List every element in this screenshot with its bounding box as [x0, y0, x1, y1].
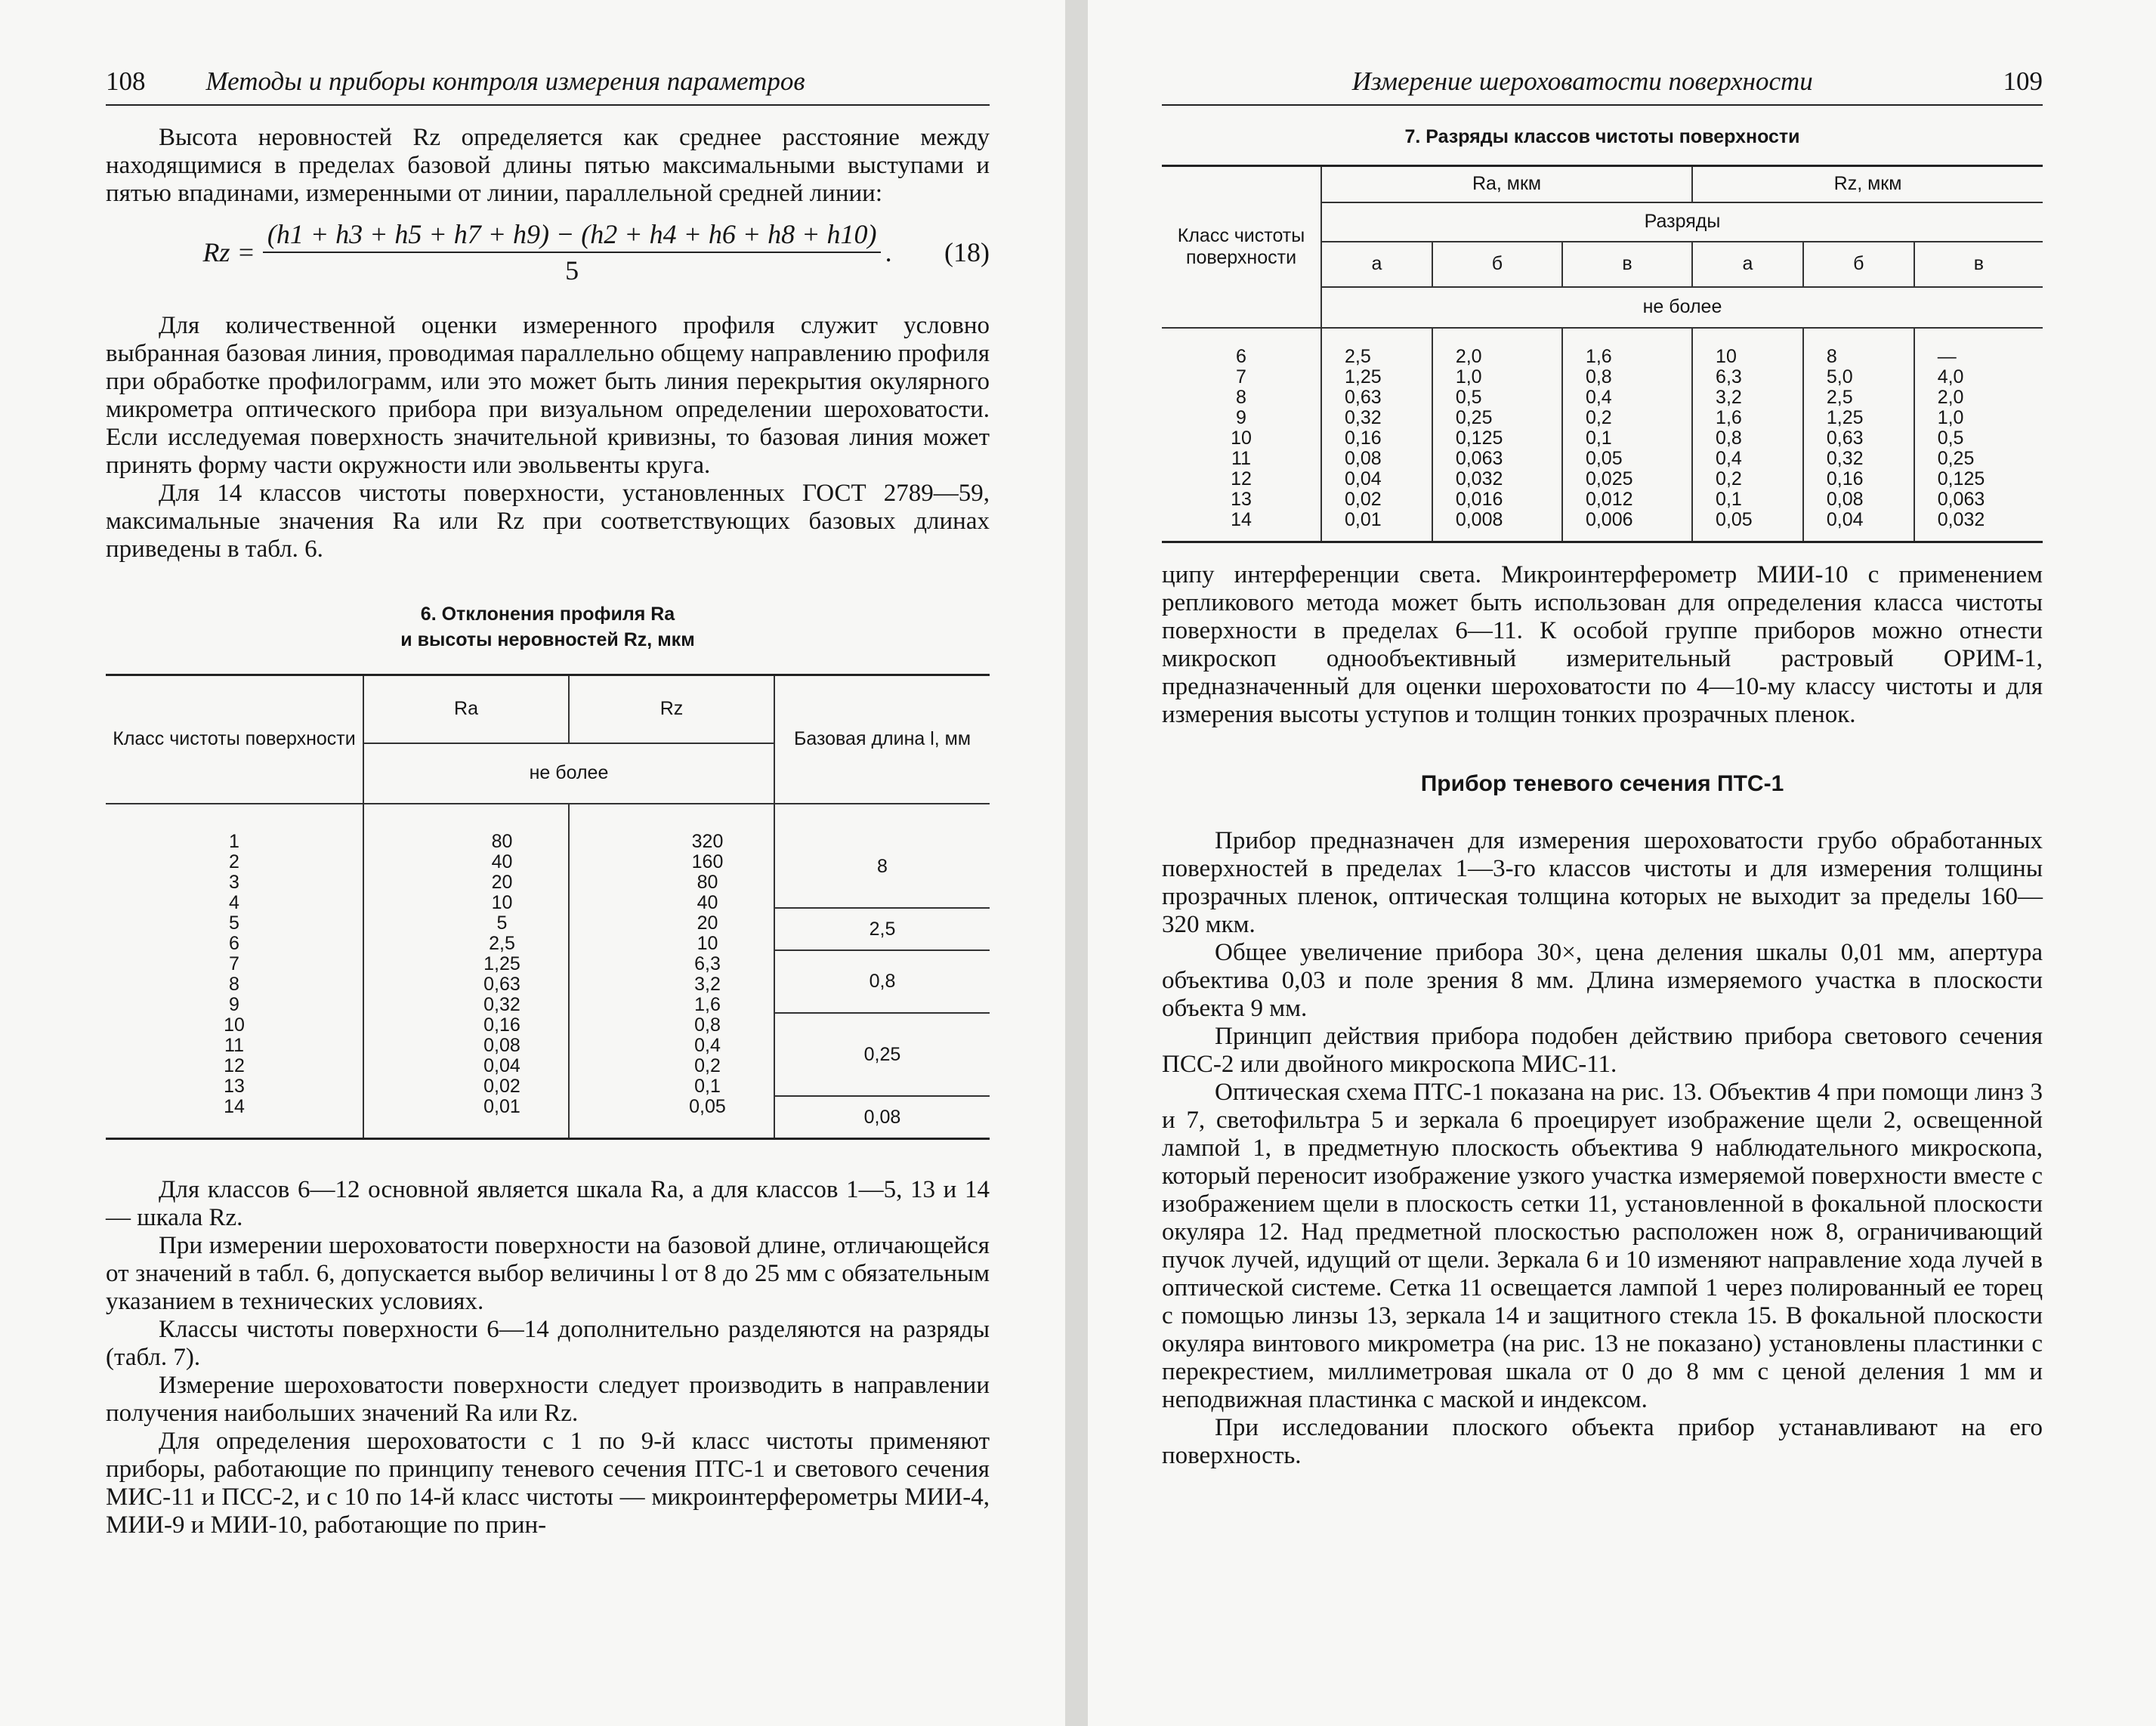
left-para-2: Для количественной оценки измеренного профиля служит условно выбранная базовая линия, проводимая параллельно общему направлению профиля при обработке профилограмм, или это может быть линия перекрытия окулярного микрометра оптического прибора при визуальном определении шероховатости. Если исследуемая поверхность значительной кривизны, то базовая линия может принять форму части окружности или эвольвенты круга. [106, 312, 990, 479]
table-cell: 10 [697, 933, 718, 954]
left-running-title: Методы и приборы контроля измерения параметров [205, 66, 805, 96]
table-cell: 1,6 [1585, 345, 1612, 367]
table-cell: 0,01 [483, 1096, 520, 1117]
table-cell: 0,025 [1585, 468, 1633, 489]
table-cell: 0,63 [1345, 386, 1382, 408]
table-cell: 80 [491, 831, 513, 852]
table-cell: 0,012 [1585, 488, 1633, 510]
table-cell: 2,5 [1345, 345, 1371, 367]
formula-fraction [263, 218, 882, 286]
table-cell: 1,6 [1716, 406, 1742, 428]
t6-header-rz: Rz [569, 675, 774, 743]
table-cell: 0,063 [1937, 488, 1985, 510]
left-para-1: Высота неровностей Rz определяется как среднее расстояние между находящимися в пределах базовой длины пятью максимальными выступами и пятью впадинами, измеренными от линии, параллельной средней линии: [106, 124, 990, 207]
table-cell: 0,25 [1937, 447, 1975, 469]
table-cell: 0,04 [1345, 468, 1382, 489]
table-cell: 0,16 [1826, 468, 1864, 489]
left-para-6: Классы чистоты поверхности 6—14 дополнительно разделяются на разряды (табл. 7). [106, 1315, 990, 1371]
table-cell: 12 [224, 1055, 245, 1076]
right-para-6: При исследовании плоского объекта прибор устанавливают на его поверхность. [1162, 1413, 2043, 1469]
table-cell: 10 [224, 1014, 245, 1036]
t7-header-rz: Rz, мкм [1692, 166, 2043, 202]
t7-grade-rz-b: б [1803, 242, 1914, 287]
table6-caption [106, 601, 990, 653]
table-cell: 2,0 [1937, 386, 1964, 408]
table-cell: 0,125 [1937, 468, 1985, 489]
table-cell: 1,25 [483, 953, 520, 974]
table-cell: 2,5 [1826, 386, 1853, 408]
t7-grade-ra-v: в [1562, 242, 1692, 287]
t6-base-row: 0,25 [775, 1014, 990, 1097]
table-cell: 0,063 [1455, 447, 1503, 469]
t7-grade-ra-a: а [1321, 242, 1432, 287]
table-cell: 0,5 [1937, 427, 1964, 449]
table-cell: 2,0 [1455, 345, 1482, 367]
right-para-3: Общее увеличение прибора 30×, цена деления шкалы 0,01 мм, апертура объектива 0,03 и поле зрения 8 мм. Длина измеряемого участка в плоскости объекта 9 мм. [1162, 938, 2043, 1022]
table-cell: 0,4 [1585, 386, 1612, 408]
table-cell: 14 [224, 1096, 245, 1117]
table-cell: 0,04 [483, 1055, 520, 1076]
t7-header-grades: Разряды [1321, 202, 2043, 242]
table-cell: 0,8 [1716, 427, 1742, 449]
table-cell: 0,25 [1455, 406, 1493, 428]
table-cell: 0,05 [1716, 508, 1753, 530]
t7-col-ra-b [1432, 328, 1562, 542]
t6-base-row: 0,08 [863, 1106, 901, 1128]
left-para-8: Для определения шероховатости с 1 по 9-й класс чистоты применяют приборы, работающие по принципу теневого сечения ПТС-1 и светового сечения МИС-11 и ПСС-2, и с 10 по 14-й класс чистоты — микроинтерферометры МИИ-4, МИИ-9 и МИИ-10, работающие по прин- [106, 1427, 990, 1539]
left-para-7: Измерение шероховатости поверхности следует производить в направлении получения наибольших значений Ra или Rz. [106, 1371, 990, 1427]
table-cell: 0,8 [694, 1014, 721, 1036]
table7-caption: 7. Разряды классов чистоты поверхности [1404, 126, 1800, 147]
table6-caption-line1: 6. Отклонения профиля Ra [420, 604, 675, 625]
right-para-1: ципу интерференции света. Микроинтерферометр МИИ-10 с применением репликового метода может быть использован для определения класса чистоты поверхности в пределах 6—11. К особой группе приборов можно отнести микроскоп однообъективный измерительный растровый ОРИМ-1, предназначенный для оценки шероховатости по 4—10-му классу чистоты и для измерения высоты уступов и толщин тонких прозрачных пленок. [1162, 560, 2043, 728]
table-cell: 0,02 [1345, 488, 1382, 510]
table-cell: 40 [697, 892, 718, 913]
t6-col-rz [569, 804, 774, 1139]
table-cell: 10 [1716, 345, 1737, 367]
t7-grade-rz-v: в [1914, 242, 2043, 287]
formula-tail: . [885, 237, 893, 267]
table-cell: 8 [229, 974, 239, 995]
table-cell: 1,0 [1937, 406, 1964, 428]
table-cell: 20 [491, 872, 513, 893]
t6-header-ra: Ra [363, 675, 569, 743]
table-cell: 7 [229, 953, 239, 974]
table-cell: 0,16 [483, 1014, 520, 1036]
t7-col-ra-a [1321, 328, 1432, 542]
section-title-pts1: Прибор теневого сечения ПТС-1 [1420, 770, 1784, 796]
table-cell: 6,3 [1716, 366, 1742, 388]
table-cell: — [1937, 345, 1957, 367]
table-cell: 9 [229, 994, 239, 1015]
table-cell: 5,0 [1826, 366, 1853, 388]
table-cell: 6 [229, 933, 239, 954]
left-page [0, 0, 1065, 1726]
table-cell: 1,25 [1345, 366, 1382, 388]
t7-grade-ra-b: б [1432, 242, 1562, 287]
t6-col-class [106, 804, 363, 1139]
table-cell: 20 [697, 912, 718, 934]
table-cell: 11 [224, 1035, 244, 1056]
table-cell: 0,032 [1455, 468, 1503, 489]
t7-col-rz-b [1803, 328, 1914, 542]
table-cell: 0,008 [1455, 508, 1503, 530]
table-cell: 0,5 [1455, 386, 1482, 408]
table-cell: 4,0 [1937, 366, 1964, 388]
table-cell: 160 [691, 851, 724, 872]
right-para-4: Принцип действия прибора подобен действию прибора светового сечения ПСС-2 или двойного микроскопа МИС-11. [1162, 1022, 2043, 1078]
table-cell: 9 [1236, 406, 1246, 428]
table-cell: 0,016 [1455, 488, 1503, 510]
table-cell: 1,6 [694, 994, 721, 1015]
book-gutter [1065, 0, 1088, 1726]
table-cell: 320 [691, 831, 724, 852]
table-cell: 6 [1236, 345, 1246, 367]
t6-header-not-more: не более [363, 743, 774, 804]
table-cell: 0,16 [1345, 427, 1382, 449]
t6-col-ra [363, 804, 569, 1139]
table-cell: 5 [229, 912, 239, 934]
table-cell: 0,08 [1826, 488, 1864, 510]
formula-denominator: 5 [565, 255, 579, 286]
table-cell: 0,04 [1826, 508, 1864, 530]
t7-col-rz-v [1914, 328, 2043, 542]
table-cell: 0,8 [1585, 366, 1612, 388]
right-page [1088, 0, 2156, 1726]
formula-lhs: Rz = [202, 237, 255, 267]
table-cell: 0,01 [1345, 508, 1382, 530]
table-cell: 0,32 [1826, 447, 1864, 469]
table-cell: 13 [224, 1076, 245, 1097]
table-cell: 3 [229, 872, 239, 893]
table6-caption-line2: и высоты неровностей Rz, мкм [400, 629, 695, 650]
table-cell: 3,2 [694, 974, 721, 995]
t7-col-class [1162, 328, 1321, 542]
table-cell: 0,63 [1826, 427, 1864, 449]
formula-number: (18) [944, 237, 990, 267]
table-cell: 1 [229, 831, 239, 852]
table-cell: 0,63 [483, 974, 520, 995]
t6-header-class: Класс чистоты поверхности [106, 675, 363, 804]
table-cell: 14 [1231, 508, 1252, 530]
table-cell: 0,032 [1937, 508, 1985, 530]
table-cell: 11 [1231, 447, 1251, 469]
t6-header-base: Базовая длина l, мм [774, 675, 990, 804]
left-running-head [106, 66, 990, 106]
table-cell: 0,1 [1585, 427, 1612, 449]
table-cell: 0,2 [1585, 406, 1612, 428]
table-cell: 4 [229, 892, 239, 913]
table-cell: 1,25 [1826, 406, 1864, 428]
table-cell: 2 [229, 851, 239, 872]
table-cell: 0,02 [483, 1076, 520, 1097]
t6-base-row: 8 [775, 826, 990, 909]
t7-header-ra: Ra, мкм [1321, 166, 1692, 202]
t6-base-row: 2,5 [775, 909, 990, 951]
table-cell: 5 [496, 912, 508, 934]
table-cell: 40 [491, 851, 513, 872]
t7-col-rz-a [1692, 328, 1803, 542]
table-cell: 2,5 [489, 933, 515, 954]
table-cell: 0,006 [1585, 508, 1633, 530]
table-cell: 0,4 [694, 1035, 721, 1056]
table-6 [106, 674, 990, 1140]
formula-numerator: (h1 + h3 + h5 + h7 + h9) − (h2 + h4 + h6 + h8 + h10) [263, 218, 882, 253]
table-cell: 1,0 [1455, 366, 1482, 388]
table-cell: 10 [1231, 427, 1252, 449]
table-cell: 0,32 [1345, 406, 1382, 428]
right-para-2: Прибор предназначен для измерения шероховатости грубо обработанных поверхностей в пределах 1—3-го классов чистоты и для измерения толщины прозрачных пленок, оптическая толщина которых не выходит за пределы 160—320 мкм. [1162, 826, 2043, 938]
table-cell: 0,2 [694, 1055, 721, 1076]
right-running-head [1162, 66, 2043, 106]
left-para-4: Для классов 6—12 основной является шкала Ra, а для классов 1—5, 13 и 14 — шкала Rz. [106, 1175, 990, 1231]
table-cell: 0,05 [689, 1096, 726, 1117]
t6-base-row: 0,8 [775, 951, 990, 1014]
right-running-title: Измерение шероховатости поверхности [1351, 66, 1813, 96]
table-cell: 0,2 [1716, 468, 1742, 489]
table-cell: 8 [1826, 345, 1837, 367]
table-cell: 0,32 [483, 994, 520, 1015]
table-cell: 0,1 [694, 1076, 721, 1097]
table-cell: 0,125 [1455, 427, 1503, 449]
table-cell: 0,08 [483, 1035, 520, 1056]
table-cell: 6,3 [694, 953, 721, 974]
table-cell: 0,08 [1345, 447, 1382, 469]
t7-col-ra-v [1562, 328, 1692, 542]
table-cell: 0,05 [1585, 447, 1623, 469]
left-para-5: При измерении шероховатости поверхности на базовой длине, отличающейся от значений в табл. 6, допускается выбор величины l от 8 до 25 мм с обязательным указанием в технических условиях. [106, 1231, 990, 1315]
left-para-3: Для 14 классов чистоты поверхности, установленных ГОСТ 2789—59, максимальные значения Ra или Rz при соответствующих базовых длинах приведены в табл. 6. [106, 480, 990, 563]
t7-header-not-more: не более [1321, 287, 2043, 328]
formula-18 [106, 218, 990, 286]
table-cell: 12 [1231, 468, 1252, 489]
table-cell: 3,2 [1716, 386, 1742, 408]
table-cell: 0,4 [1716, 447, 1742, 469]
table-cell: 8 [1236, 386, 1246, 408]
right-page-number: 109 [2003, 66, 2043, 96]
t7-header-class: Класс чистоты поверхности [1162, 166, 1321, 328]
table-7 [1162, 165, 2043, 543]
table-cell: 7 [1236, 366, 1246, 388]
t7-grade-rz-a: а [1692, 242, 1803, 287]
t6-col-base [774, 804, 990, 1139]
table-cell: 10 [491, 892, 513, 913]
left-page-number: 108 [106, 66, 146, 96]
right-para-5: Оптическая схема ПТС-1 показана на рис. 13. Объектив 4 при помощи линз 3 и 7, светофильтра 5 и зеркала 6 проецирует изображение щели 2, освещенной лампой 1, в предметную плоскость объектива 9 наблюдательного микроскопа, который переносит изображение узкого участка измеряемой поверхности вместе с изображением щели в плоскость сетки 11, установленной в фокальной плоскости окуляра 12. Над предметной плоскостью расположен нож 8, ограничивающий пучок лучей, идущий от щели. Зеркала 6 и 10 изменяют направление хода лучей в оптической системе. Сетка 11 освещается лампой 1 через полированный ее торец с помощью линзы 13, зеркала 14 и защитного стекла 15. В фокальной плоскости окуляра винтового микрометра (на рис. 13 не показано) установлены пластинки с перекрестием, миллиметровая шкала от 0 до 8 мм с ценой деления 1 мм и неподвижная пластинка с маской и индексом. [1162, 1078, 2043, 1413]
table-cell: 80 [697, 872, 718, 893]
table-cell: 13 [1231, 488, 1252, 510]
table-cell: 0,1 [1716, 488, 1742, 510]
